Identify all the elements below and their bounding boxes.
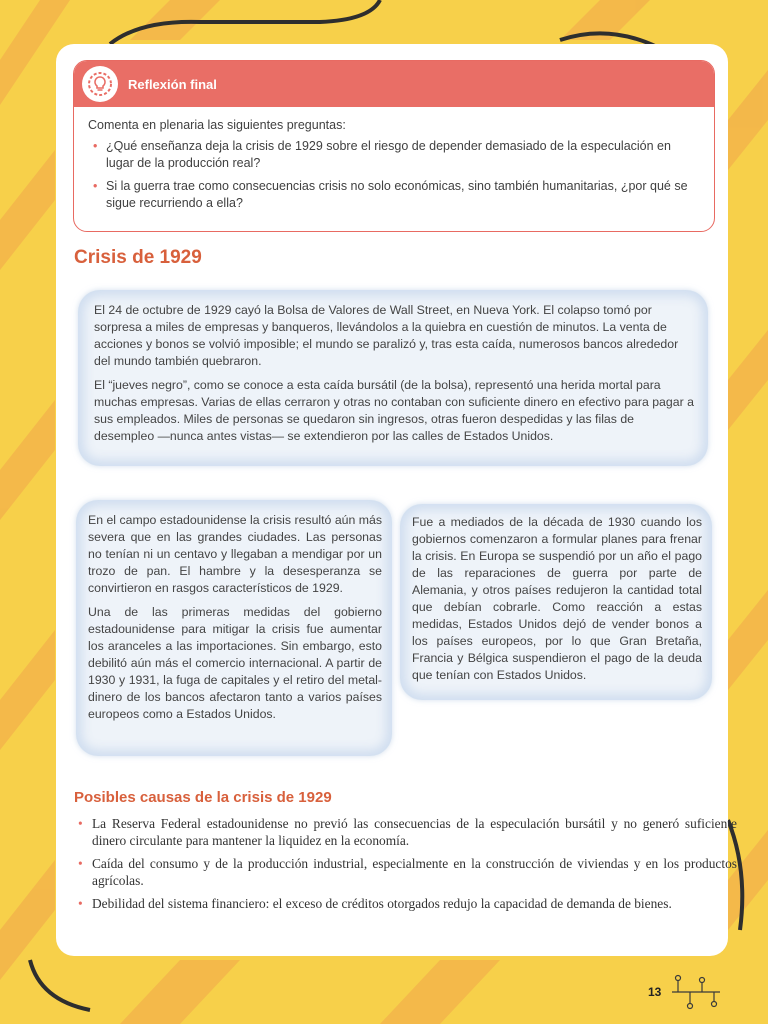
reflexion-question: • Si la guerra trae como consecuencias crisis no solo económicas, sino también humanitarias, ¿por qué se sigue recurriendo a ella?: [106, 178, 700, 212]
reflexion-intro: Comenta en plenaria las siguientes preguntas:: [88, 118, 346, 132]
reflexion-final-box: [73, 60, 715, 232]
cause-item: • Debilidad del sistema financiero: el exceso de créditos otorgados redujo la capacidad de demanda de bienes.: [92, 895, 737, 912]
section-title: Crisis de 1929: [74, 247, 202, 268]
causes-list: [72, 815, 737, 918]
page-number: 13: [648, 985, 662, 999]
reflexion-question: • ¿Qué enseñanza deja la crisis de 1929 sobre el riesgo de depender demasiado de la especulación en lugar de la producción real?: [106, 138, 700, 172]
paragraph: El 24 de octubre de 1929 cayó la Bolsa de Valores de Wall Street, en Nueva York. El colapso tomó por sorpresa a miles de empresas y banqueros, llevándolos a la quiebra en cuestión de minutos. La venta de acciones y bonos se volvió imposible; el mundo se paralizó y, tras esta caída, numerosos bancos alrededor del mundo también quebraron.: [94, 303, 679, 368]
reflexion-header: [74, 61, 714, 107]
circuit-decoration-icon: [668, 972, 724, 1012]
reflexion-title: Reflexión final: [128, 76, 217, 92]
right-text-box: [400, 504, 712, 700]
paragraph: Una de las primeras medidas del gobierno estadounidense para mitigar la crisis fue aumentar los aranceles a las importaciones. Sin embargo, esto debilitó aún más el comercio internacional. A partir de 1930 y 1931, la fuga de capitales y el retiro del metal-dinero de los bancos afectaron tanto a varios países europeos como a Estados Unidos.: [88, 605, 382, 721]
cause-item: • Caída del consumo y de la producción industrial, especialmente en la construcción de viviendas y en los productos agrícolas.: [92, 855, 737, 889]
causes-title: Posibles causas de la crisis de 1929: [74, 789, 332, 806]
cause-item: • La Reserva Federal estadounidense no previó las consecuencias de la especulación bursátil y no generó suficiente dinero circulante para mantener la liquidez en la economía.: [92, 815, 737, 849]
paragraph: Fue a mediados de la década de 1930 cuando los gobiernos comenzaron a formular planes para frenar la crisis. En Europa se suspendió por un año el pago de las reparaciones de guerra por parte de Alemania, y otros países redujeron la cantidad total que debían cobrarle. Como reacción a estas medidas, Estados Unidos dejó de vender bonos a los países europeos, por lo que Gran Bretaña, Francia y Bélgica suspendieron el pago de la deuda que tenían con Estados Unidos.: [412, 515, 702, 682]
lightbulb-gear-icon: [82, 66, 118, 102]
left-text-box: [76, 500, 392, 756]
main-text-box: [78, 290, 708, 466]
paragraph: El “jueves negro”, como se conoce a esta caída bursátil (de la bolsa), representó una herida mortal para muchas empresas. Varias de ellas cerraron y otras no contaban con suficiente dinero en efectivo para pagar a sus empleados. Miles de personas se quedaron sin ingresos, otras fueron despedidas y las filas de desempleo —nunca antes vistas— se extendieron por las calles de Estados Unidos.: [94, 378, 694, 443]
paragraph: En el campo estadounidense la crisis resultó aún más severa que en las grandes ciudades. Las personas no tenían ni un centavo y llegaban a mendigar por un trozo de pan. El hambre y la desesperanza se convirtieron en rasgos característicos de 1929.: [88, 513, 382, 595]
